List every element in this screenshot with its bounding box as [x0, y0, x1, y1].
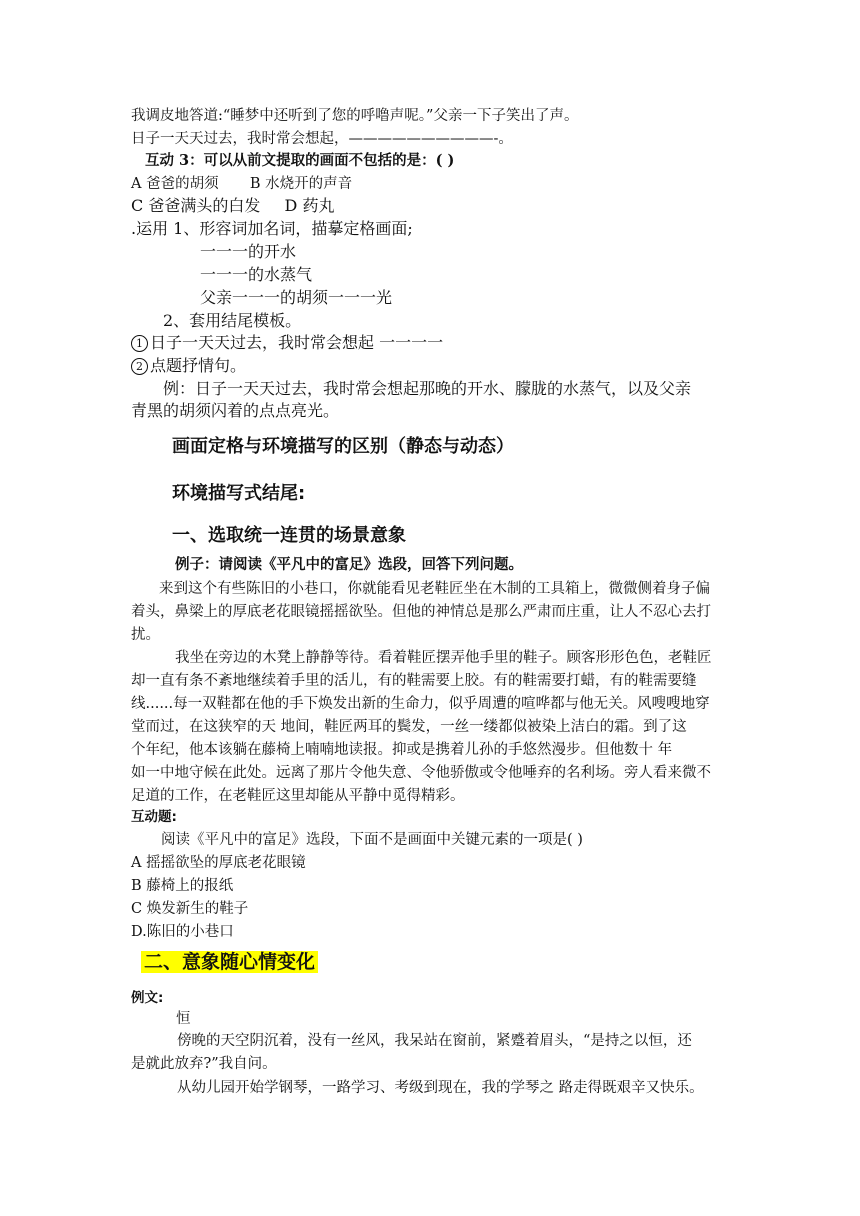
paragraph-line: 线......每一双鞋都在他的手下焕发出新的生命力，似乎周遭的喧哗都与他无关。风嗖嗖地穿 [131, 696, 710, 712]
quiz-option-b: B 藤椅上的报纸 [131, 878, 234, 894]
text-line: 2、套用结尾模板。 [163, 311, 302, 330]
circled-number: 2 [131, 358, 148, 375]
paragraph-line: 足道的工作，在老鞋匠这里却能从平静中觅得精彩。 [131, 788, 465, 804]
text-line: 一一一的开水 [200, 242, 297, 261]
text-line: 日子一天天过去，我时常会想起，——————————-。 [131, 131, 513, 147]
highlighted-heading: 二、意象随心情变化 [141, 951, 318, 973]
paragraph-line: 如一中地守候在此处。远离了那片令他失意、令他骄傲或令他唾弃的名利场。旁人看来微不 [131, 765, 711, 781]
text: 点题抒情句。 [150, 356, 247, 375]
highlighted-heading-wrap [141, 948, 318, 976]
paragraph-line: 来到这个有些陈旧的小巷口，你就能看见老鞋匠坐在木制的工具箱上，微微侧着身子偏 [159, 581, 710, 597]
quiz-title: 互动题: [131, 809, 177, 825]
example-label: 例文: [131, 990, 164, 1006]
option-row [131, 174, 352, 194]
paragraph-line: 傍晚的天空阴沉着，没有一丝风，我呆站在窗前，紧蹙着眉头，“是持之以恒，还 [177, 1033, 692, 1049]
section-heading: 环境描写式结尾: [172, 483, 306, 504]
section-heading: 画面定格与环境描写的区别（静态与动态） [172, 436, 514, 457]
option-a: A 爸爸的胡须 [131, 176, 219, 192]
paragraph-line: 是就此放弃?”我自问。 [131, 1056, 277, 1072]
interaction-question: 互动 3：可以从前文提取的画面不包括的是：( ) [145, 152, 455, 169]
numbered-line [131, 355, 246, 377]
paragraph-line: 扰。 [131, 627, 160, 643]
essay-title: 恒 [176, 1011, 191, 1027]
option-row [131, 195, 334, 217]
quiz-option-a: A 摇摇欲坠的厚底老花眼镜 [131, 855, 306, 871]
text-line: 一一一的水蒸气 [200, 265, 313, 284]
option-d: D 药丸 [284, 196, 335, 215]
paragraph-line: 着头，鼻梁上的厚底老花眼镜摇摇欲坠。但他的神情总是那么严肃而庄重，让人不忍心去打 [131, 604, 711, 620]
text-line: 父亲一一一的胡须一一一光 [200, 288, 393, 307]
paragraph-line: 我坐在旁边的木凳上静静等待。看着鞋匠摆弄他手里的鞋子。顾客形形色色，老鞋匠 [175, 650, 712, 666]
text: 日子一天天过去，我时常会想起 一一一一 [150, 333, 444, 352]
quiz-option-c: C 焕发新生的鞋子 [131, 901, 249, 917]
option-b: B 水烧开的声音 [249, 176, 353, 192]
paragraph-line: 从幼儿园开始学钢琴，一路学习、考级到现在，我的学琴之 路走得既艰辛又快乐。 [177, 1080, 704, 1096]
option-c: C 爸爸满头的白发 [131, 196, 261, 215]
text-line: 我调皮地答道:“睡梦中还听到了您的呼噜声呢。”父亲一下子笑出了声。 [131, 108, 579, 124]
text-line: 青黑的胡须闪着的点点亮光。 [131, 401, 340, 420]
quiz-option-d: D.陈旧的小巷口 [131, 924, 234, 940]
paragraph-line: 个年纪，他本该躺在藤椅上喃喃地读报。抑或是携着儿孙的手悠然漫步。但他数十 年 [131, 742, 673, 758]
paragraph-line: 堂而过，在这狭窄的天 地间，鞋匠两耳的鬓发，一丝一缕都似被染上洁白的霜。到了这 [131, 719, 687, 735]
quiz-question: 阅读《平凡中的富足》选段，下面不是画面中关键元素的一项是( ) [161, 832, 583, 848]
example-intro: 例子：请阅读《平凡中的富足》选段，回答下列问题。 [175, 556, 523, 573]
section-heading: 一、选取统一连贯的场景意象 [172, 525, 406, 546]
text-line: .运用 1、形容词加名词，描摹定格画面; [131, 219, 413, 238]
text-line: 例：日子一天天过去，我时常会想起那晚的开水、朦胧的水蒸气，以及父亲 [163, 379, 692, 398]
paragraph-line: 却一直有条不紊地继续着手里的活儿，有的鞋需要上胶。有的鞋需要打蜡，有的鞋需要缝 [131, 673, 697, 689]
circled-number: 1 [131, 335, 148, 352]
numbered-line [131, 332, 443, 354]
